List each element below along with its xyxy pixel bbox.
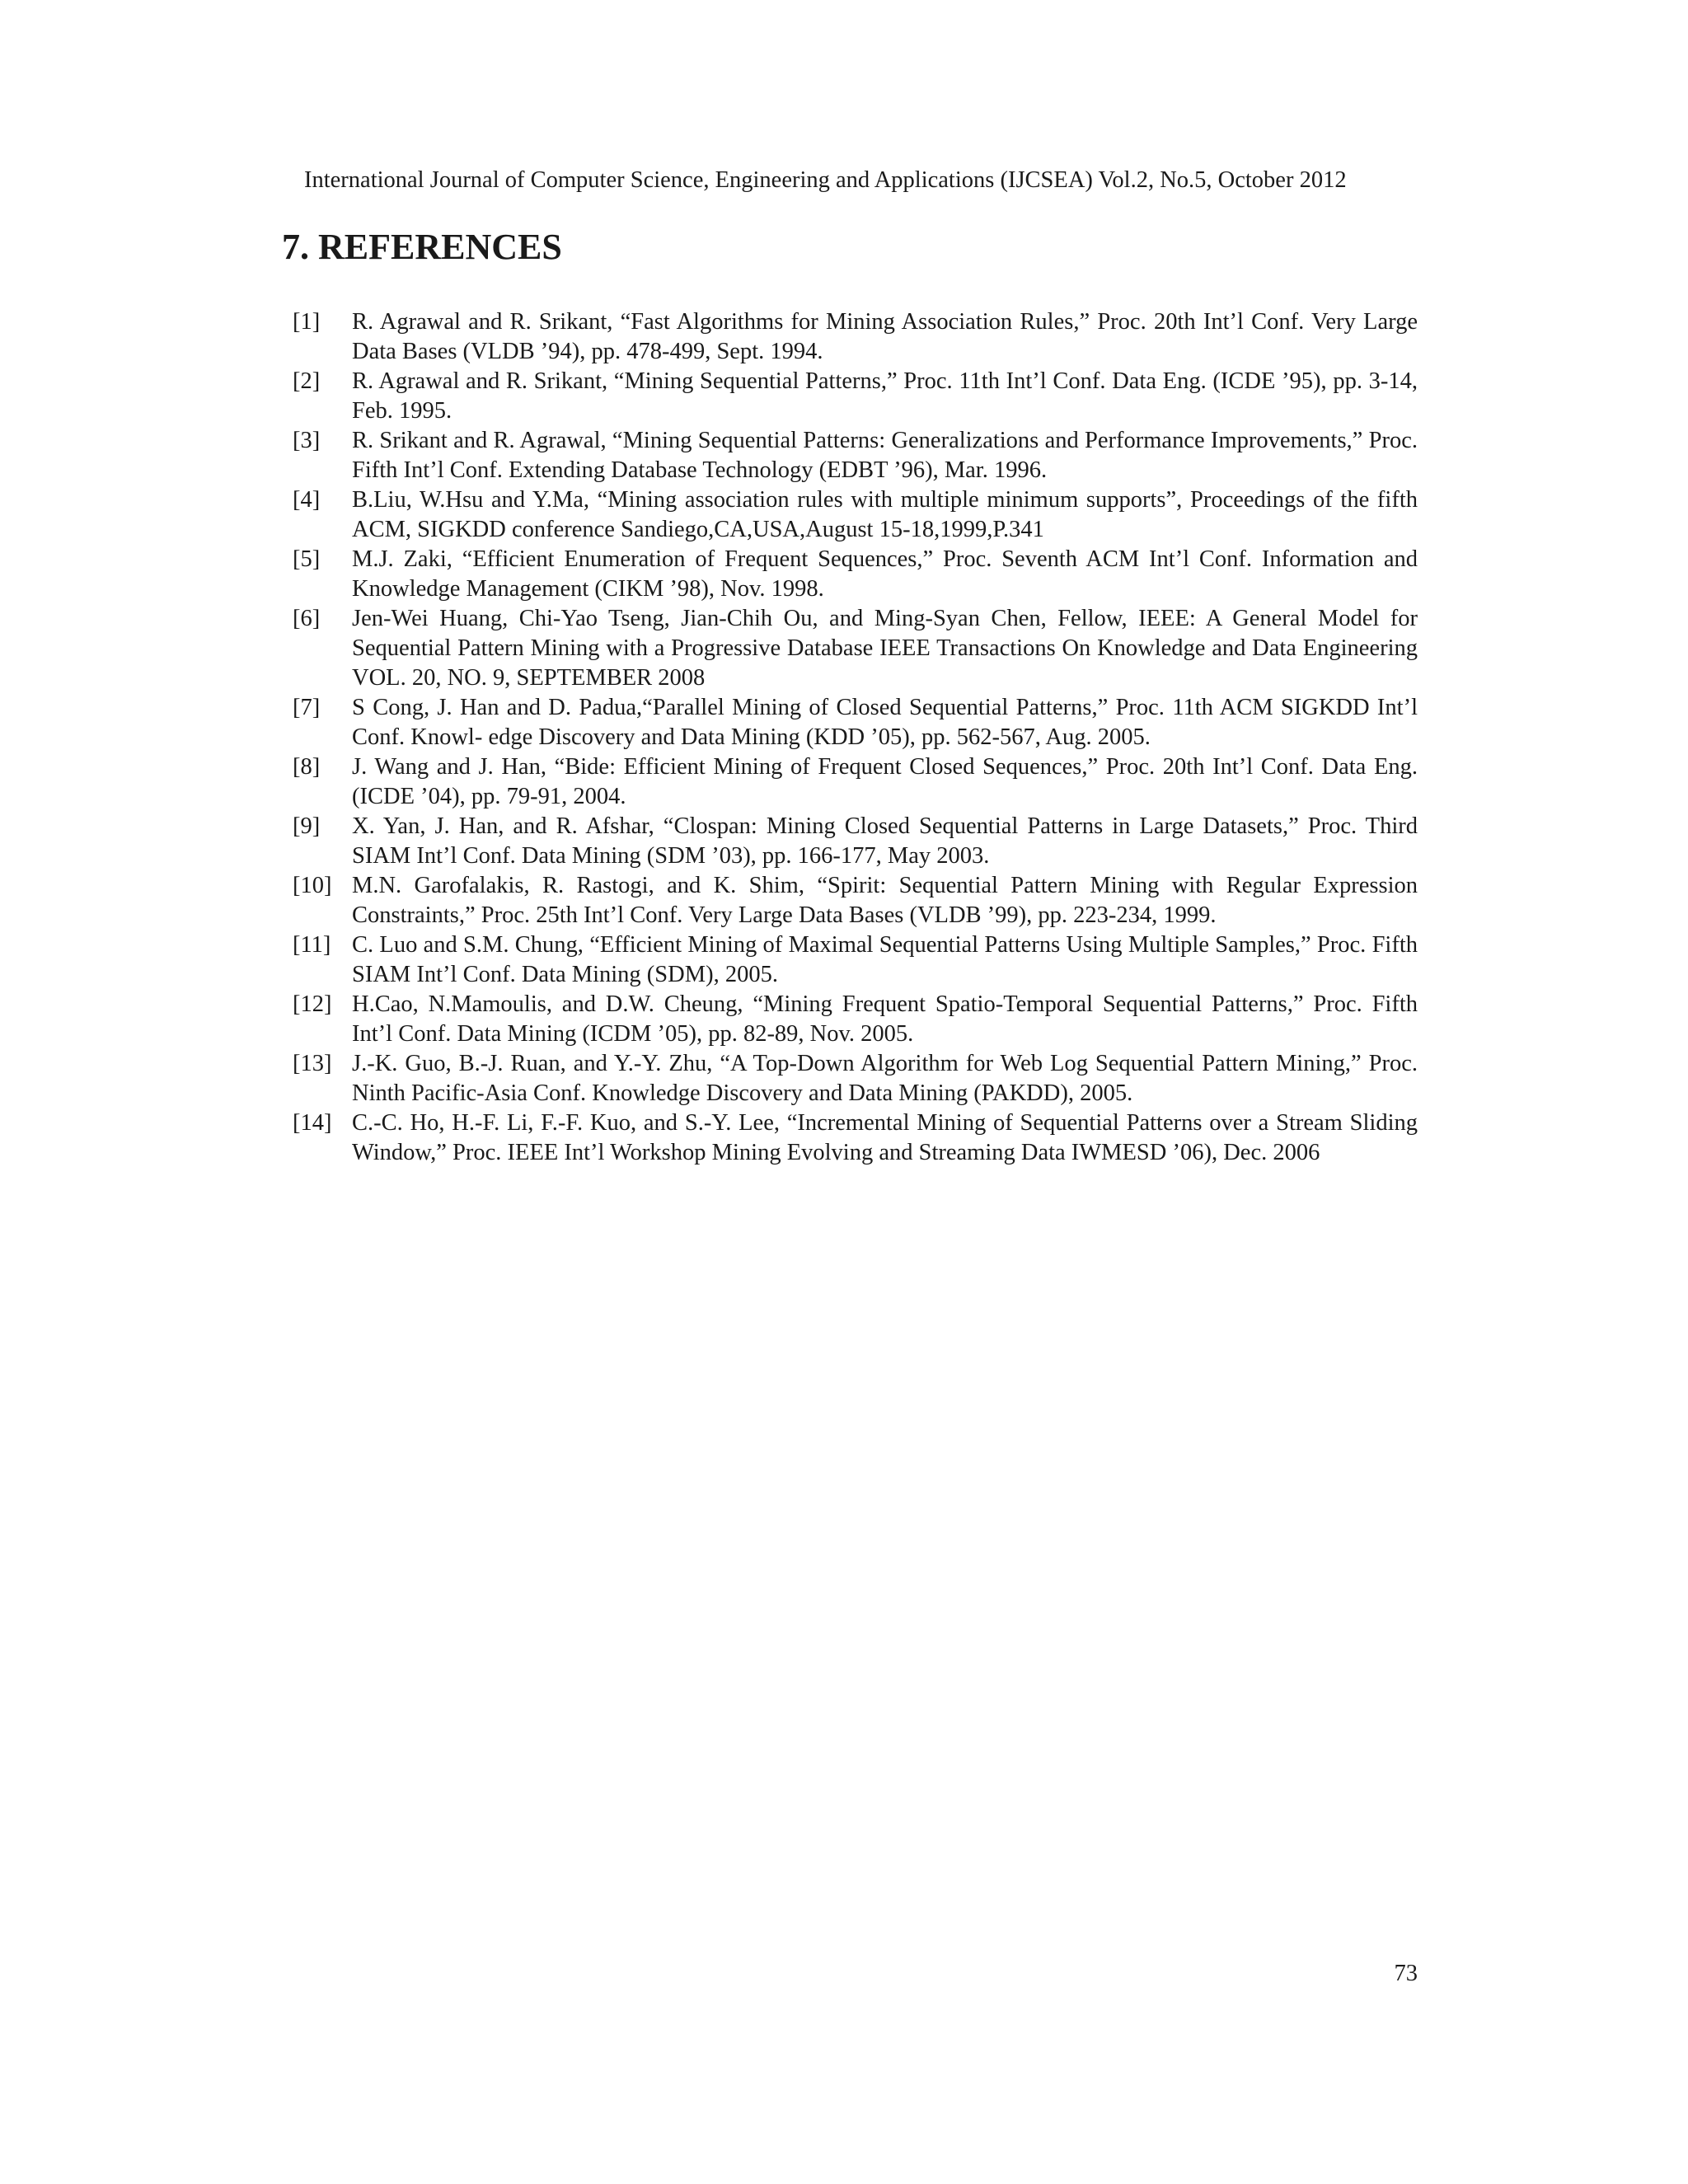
reference-text: B.Liu, W.Hsu and Y.Ma, “Mining association rules with multiple minimum supports”, Proceedings of the fifth ACM, SIGKDD conference Sandiego,CA,USA,August 15-18,1999,P.341 — [352, 487, 1418, 542]
reference-number: [8] — [293, 754, 321, 780]
reference-number: [2] — [293, 368, 321, 394]
reference-number: [13] — [293, 1051, 332, 1076]
reference-item — [293, 990, 1418, 1049]
reference-number: [11] — [293, 932, 331, 958]
reference-item — [293, 1108, 1418, 1168]
reference-number: [6] — [293, 606, 321, 631]
reference-text: X. Yan, J. Han, and R. Afshar, “Clospan: Mining Closed Sequential Patterns in Large Datasets,” Proc. Third SIAM Int’l Conf. Data Mining (SDM ’03), pp. 166-177, May 2003. — [352, 813, 1418, 869]
reference-item — [293, 752, 1418, 812]
reference-text: J.-K. Guo, B.-J. Ruan, and Y.-Y. Zhu, “A Top-Down Algorithm for Web Log Sequential Pattern Mining,” Proc. Ninth Pacific-Asia Conf. Knowledge Discovery and Data Mining (PAKDD), 2005. — [352, 1051, 1418, 1106]
reference-item — [293, 545, 1418, 604]
reference-text: C. Luo and S.M. Chung, “Efficient Mining of Maximal Sequential Patterns Using Multiple Samples,” Proc. Fifth SIAM Int’l Conf. Data Mining (SDM), 2005. — [352, 932, 1418, 987]
reference-text: M.N. Garofalakis, R. Rastogi, and K. Shim, “Spirit: Sequential Pattern Mining with Regular Expression Constraints,” Proc. 25th Int’l Conf. Very Large Data Bases (VLDB ’99), pp. 223-234, 1999. — [352, 873, 1418, 928]
reference-item — [293, 1049, 1418, 1108]
reference-list — [293, 307, 1418, 1168]
page-number: 73 — [1394, 1961, 1418, 1986]
reference-text: H.Cao, N.Mamoulis, and D.W. Cheung, “Mining Frequent Spatio-Temporal Sequential Patterns,” Proc. Fifth Int’l Conf. Data Mining (ICDM ’05), pp. 82-89, Nov. 2005. — [352, 991, 1418, 1047]
reference-item — [293, 871, 1418, 930]
reference-text: R. Agrawal and R. Srikant, “Fast Algorithms for Mining Association Rules,” Proc. 20th Int’l Conf. Very Large Data Bases (VLDB ’94), pp. 478-499, Sept. 1994. — [352, 309, 1418, 364]
reference-number: [4] — [293, 487, 321, 513]
reference-text: M.J. Zaki, “Efficient Enumeration of Frequent Sequences,” Proc. Seventh ACM Int’l Conf. Information and Knowledge Management (CIKM ’98), Nov. 1998. — [352, 546, 1418, 602]
reference-number: [3] — [293, 428, 321, 453]
reference-item — [293, 485, 1418, 545]
reference-item — [293, 930, 1418, 990]
reference-number: [5] — [293, 546, 321, 572]
reference-text: R. Agrawal and R. Srikant, “Mining Sequential Patterns,” Proc. 11th Int’l Conf. Data Eng. (ICDE ’95), pp. 3-14, Feb. 1995. — [352, 368, 1418, 424]
reference-item — [293, 693, 1418, 752]
reference-item — [293, 367, 1418, 426]
reference-text: J. Wang and J. Han, “Bide: Efficient Mining of Frequent Closed Sequences,” Proc. 20th Int’l Conf. Data Eng. (ICDE ’04), pp. 79-91, 2004. — [352, 754, 1418, 809]
reference-text: R. Srikant and R. Agrawal, “Mining Sequential Patterns: Generalizations and Performance Improvements,” Proc. Fifth Int’l Conf. Extending Database Technology (EDBT ’96), Mar. 1996. — [352, 428, 1418, 483]
reference-item — [293, 604, 1418, 693]
reference-item — [293, 812, 1418, 871]
reference-item — [293, 426, 1418, 485]
reference-number: [1] — [293, 309, 321, 335]
reference-number: [12] — [293, 991, 332, 1017]
reference-number: [9] — [293, 813, 321, 839]
reference-text: Jen-Wei Huang, Chi-Yao Tseng, Jian-Chih Ou, and Ming-Syan Chen, Fellow, IEEE: A General Model for Sequential Pattern Mining with a Progressive Database IEEE Transactions On Knowledge and Data Engineering VOL. 20, NO. 9, SEPTEMBER 2008 — [352, 606, 1418, 691]
reference-number: [10] — [293, 873, 332, 898]
section-title: 7. REFERENCES — [282, 227, 562, 267]
reference-text: C.-C. Ho, H.-F. Li, F.-F. Kuo, and S.-Y. Lee, “Incremental Mining of Sequential Patterns over a Stream Sliding Window,” Proc. IEEE Int’l Workshop Mining Evolving and Streaming Data IWMESD ’06), Dec. 2006 — [352, 1110, 1418, 1165]
reference-number: [14] — [293, 1110, 332, 1136]
reference-number: [7] — [293, 695, 321, 720]
running-header: International Journal of Computer Science, Engineering and Applications (IJCSEA) Vol.2, No.5, October 2012 — [304, 167, 1347, 193]
reference-item — [293, 307, 1418, 367]
reference-text: S Cong, J. Han and D. Padua,“Parallel Mining of Closed Sequential Patterns,” Proc. 11th ACM SIGKDD Int’l Conf. Knowl- edge Discovery and Data Mining (KDD ’05), pp. 562-567, Aug. 2005. — [352, 695, 1418, 750]
